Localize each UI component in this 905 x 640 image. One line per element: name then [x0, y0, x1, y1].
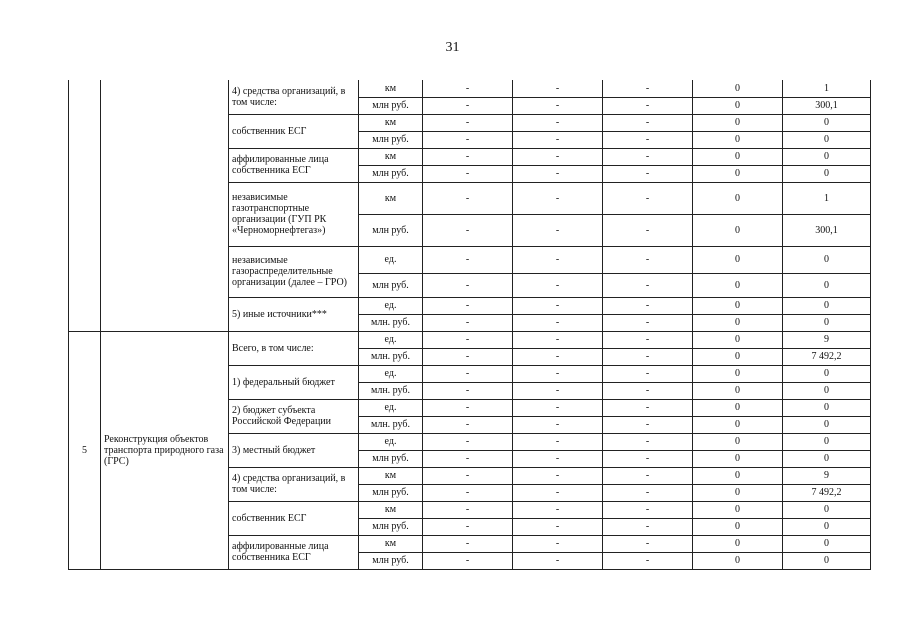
value-cell: - [603, 331, 693, 348]
value-cell: 0 [783, 273, 871, 297]
unit-cell: млн. руб. [359, 348, 423, 365]
value-cell: - [423, 416, 513, 433]
value-cell: - [603, 214, 693, 246]
value-cell: 0 [783, 114, 871, 131]
value-cell: 0 [693, 365, 783, 382]
funding-source-cell: 5) иные источники*** [229, 297, 359, 331]
value-cell: - [603, 114, 693, 131]
unit-cell: млн руб. [359, 214, 423, 246]
value-cell: - [603, 484, 693, 501]
value-cell: 1 [783, 80, 871, 97]
value-cell: 0 [783, 518, 871, 535]
value-cell: 0 [693, 182, 783, 214]
value-cell: 0 [783, 314, 871, 331]
value-cell: 0 [693, 467, 783, 484]
unit-cell: км [359, 182, 423, 214]
value-cell: - [603, 97, 693, 114]
object-name-cell: Реконструкция объектов транспорта природного газа (ГРС) [101, 331, 229, 569]
value-cell: 0 [783, 382, 871, 399]
unit-cell: ед. [359, 365, 423, 382]
value-cell: - [513, 382, 603, 399]
value-cell: 0 [783, 552, 871, 569]
value-cell: - [423, 297, 513, 314]
value-cell: - [513, 314, 603, 331]
value-cell: 0 [783, 399, 871, 416]
funding-source-cell: 1) федеральный бюджет [229, 365, 359, 399]
value-cell: - [423, 518, 513, 535]
value-cell: - [603, 182, 693, 214]
value-cell: - [513, 399, 603, 416]
value-cell: 0 [693, 97, 783, 114]
unit-cell: млн. руб. [359, 416, 423, 433]
value-cell: - [423, 484, 513, 501]
value-cell: - [603, 246, 693, 273]
value-cell: - [423, 131, 513, 148]
value-cell: - [603, 131, 693, 148]
value-cell: 1 [783, 182, 871, 214]
value-cell: 0 [693, 148, 783, 165]
value-cell: - [513, 148, 603, 165]
value-cell: - [603, 273, 693, 297]
value-cell: 300,1 [783, 214, 871, 246]
value-cell: 0 [693, 348, 783, 365]
value-cell: - [513, 297, 603, 314]
value-cell: 0 [693, 80, 783, 97]
value-cell: - [603, 80, 693, 97]
value-cell: - [423, 365, 513, 382]
value-cell: 0 [693, 331, 783, 348]
value-cell: - [513, 97, 603, 114]
value-cell: - [423, 450, 513, 467]
value-cell: 0 [693, 382, 783, 399]
value-cell: 0 [693, 518, 783, 535]
value-cell: - [423, 399, 513, 416]
value-cell: - [423, 467, 513, 484]
value-cell: - [513, 348, 603, 365]
value-cell: - [513, 450, 603, 467]
unit-cell: млн руб. [359, 450, 423, 467]
unit-cell: млн руб. [359, 552, 423, 569]
value-cell: 0 [693, 416, 783, 433]
value-cell: 0 [783, 501, 871, 518]
value-cell: 0 [693, 214, 783, 246]
value-cell: - [513, 484, 603, 501]
object-name-cell [101, 80, 229, 331]
value-cell: - [513, 165, 603, 182]
value-cell: - [513, 365, 603, 382]
value-cell: 0 [693, 501, 783, 518]
value-cell: - [423, 535, 513, 552]
value-cell: 9 [783, 467, 871, 484]
funding-source-cell: 2) бюджет субъекта Российской Федерации [229, 399, 359, 433]
table-body [69, 80, 871, 569]
value-cell: 9 [783, 331, 871, 348]
value-cell: - [513, 433, 603, 450]
value-cell: - [513, 331, 603, 348]
funding-source-cell: собственник ЕСГ [229, 501, 359, 535]
value-cell: 0 [693, 131, 783, 148]
value-cell: - [513, 535, 603, 552]
value-cell: - [603, 348, 693, 365]
value-cell: 0 [783, 450, 871, 467]
unit-cell: млн. руб. [359, 314, 423, 331]
unit-cell: млн руб. [359, 273, 423, 297]
value-cell: - [423, 552, 513, 569]
value-cell: - [603, 433, 693, 450]
value-cell: 0 [693, 114, 783, 131]
value-cell: 0 [783, 246, 871, 273]
value-cell: - [423, 501, 513, 518]
value-cell: 300,1 [783, 97, 871, 114]
value-cell: 0 [693, 399, 783, 416]
value-cell: - [603, 467, 693, 484]
table-row [69, 80, 871, 97]
value-cell: - [513, 501, 603, 518]
page-number: 31 [445, 40, 460, 55]
funding-source-cell: аффилированные лица собственника ЕСГ [229, 535, 359, 569]
value-cell: 0 [693, 297, 783, 314]
value-cell: - [603, 518, 693, 535]
value-cell: - [513, 114, 603, 131]
value-cell: - [603, 535, 693, 552]
value-cell: - [513, 214, 603, 246]
value-cell: 0 [783, 131, 871, 148]
unit-cell: км [359, 535, 423, 552]
value-cell: 7 492,2 [783, 484, 871, 501]
funding-source-cell: собственник ЕСГ [229, 114, 359, 148]
value-cell: - [513, 416, 603, 433]
unit-cell: млн руб. [359, 97, 423, 114]
unit-cell: млн. руб. [359, 382, 423, 399]
value-cell: - [423, 433, 513, 450]
row-number-cell: 5 [69, 331, 101, 569]
unit-cell: млн руб. [359, 131, 423, 148]
value-cell: - [513, 246, 603, 273]
value-cell: - [423, 80, 513, 97]
value-cell: 0 [693, 273, 783, 297]
investment-table [68, 80, 871, 570]
funding-source-cell: независимые газотранспортные организации (ГУП РК «Черноморнефтегаз») [229, 182, 359, 246]
table-row [69, 331, 871, 348]
value-cell: - [603, 382, 693, 399]
value-cell: 0 [693, 314, 783, 331]
value-cell: - [423, 382, 513, 399]
value-cell: - [603, 399, 693, 416]
unit-cell: км [359, 80, 423, 97]
value-cell: - [423, 97, 513, 114]
value-cell: - [513, 467, 603, 484]
unit-cell: ед. [359, 246, 423, 273]
value-cell: 0 [693, 165, 783, 182]
value-cell: 0 [783, 433, 871, 450]
value-cell: - [513, 80, 603, 97]
unit-cell: км [359, 148, 423, 165]
value-cell: - [603, 297, 693, 314]
value-cell: 0 [783, 148, 871, 165]
value-cell: - [423, 165, 513, 182]
unit-cell: км [359, 467, 423, 484]
value-cell: 0 [693, 246, 783, 273]
value-cell: - [423, 273, 513, 297]
value-cell: - [423, 114, 513, 131]
unit-cell: ед. [359, 399, 423, 416]
funding-source-cell: 4) средства организаций, в том числе: [229, 467, 359, 501]
value-cell: - [513, 518, 603, 535]
funding-source-cell: 4) средства организаций, в том числе: [229, 80, 359, 114]
value-cell: - [603, 148, 693, 165]
value-cell: 0 [783, 416, 871, 433]
value-cell: - [603, 450, 693, 467]
value-cell: - [423, 214, 513, 246]
value-cell: 0 [693, 552, 783, 569]
value-cell: 0 [693, 450, 783, 467]
unit-cell: ед. [359, 297, 423, 314]
value-cell: 0 [783, 365, 871, 382]
value-cell: - [513, 131, 603, 148]
value-cell: - [423, 148, 513, 165]
value-cell: 0 [693, 484, 783, 501]
value-cell: - [423, 331, 513, 348]
value-cell: - [513, 273, 603, 297]
row-number-cell [69, 80, 101, 331]
value-cell: 0 [693, 433, 783, 450]
value-cell: - [603, 314, 693, 331]
unit-cell: млн руб. [359, 165, 423, 182]
unit-cell: ед. [359, 331, 423, 348]
value-cell: - [603, 416, 693, 433]
funding-source-cell: независимые газораспределительные организации (далее – ГРО) [229, 246, 359, 297]
value-cell: 7 492,2 [783, 348, 871, 365]
funding-source-cell: Всего, в том числе: [229, 331, 359, 365]
value-cell: - [423, 348, 513, 365]
value-cell: - [603, 165, 693, 182]
value-cell: 0 [783, 535, 871, 552]
value-cell: - [513, 552, 603, 569]
funding-source-cell: 3) местный бюджет [229, 433, 359, 467]
unit-cell: млн руб. [359, 484, 423, 501]
unit-cell: ед. [359, 433, 423, 450]
value-cell: 0 [693, 535, 783, 552]
unit-cell: млн руб. [359, 518, 423, 535]
value-cell: - [423, 246, 513, 273]
funding-source-cell: аффилированные лица собственника ЕСГ [229, 148, 359, 182]
value-cell: - [423, 182, 513, 214]
value-cell: - [513, 182, 603, 214]
unit-cell: км [359, 114, 423, 131]
value-cell: - [423, 314, 513, 331]
unit-cell: км [359, 501, 423, 518]
value-cell: - [603, 552, 693, 569]
value-cell: - [603, 365, 693, 382]
value-cell: 0 [783, 165, 871, 182]
value-cell: - [603, 501, 693, 518]
value-cell: 0 [783, 297, 871, 314]
